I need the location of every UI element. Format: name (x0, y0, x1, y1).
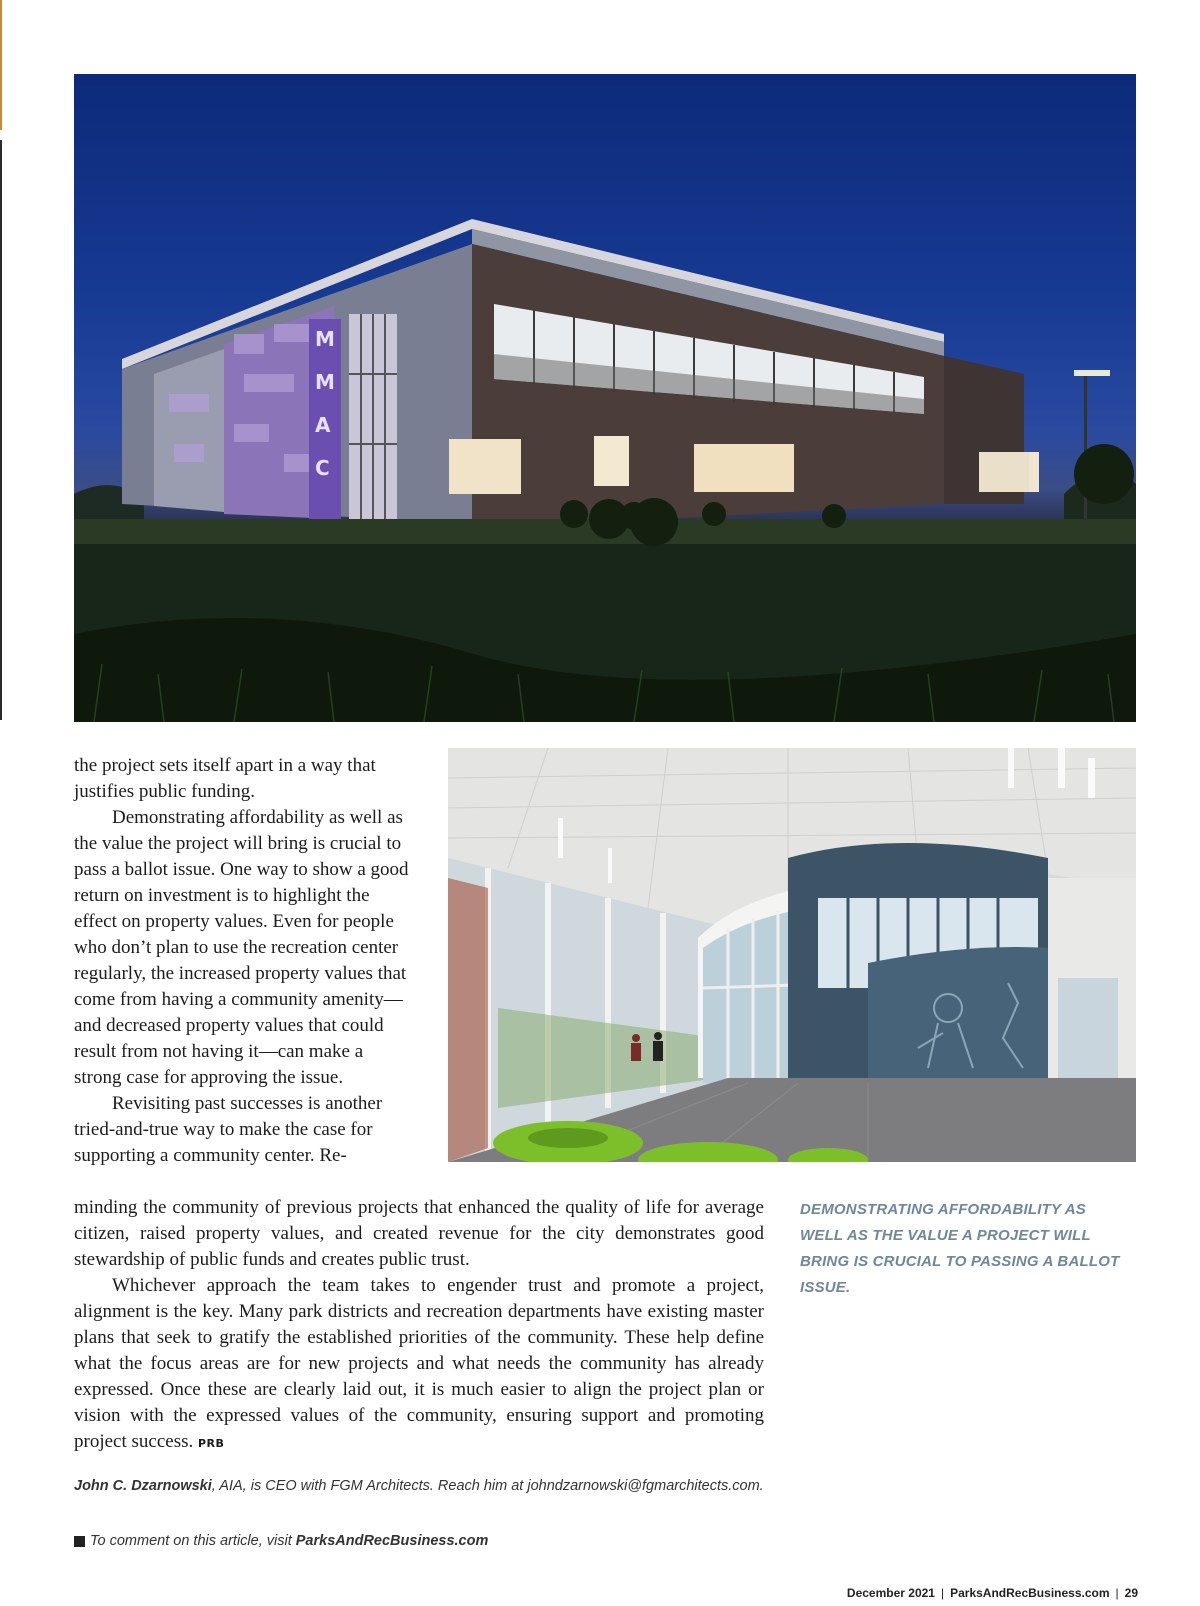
author-details: , AIA, is CEO with FGM Architects. Reach him at johndzarnowski@fgmarchitects.com. (211, 1478, 764, 1494)
comment-prompt (74, 1533, 488, 1549)
article-column-wide (74, 1195, 764, 1457)
article-column-narrow (74, 753, 410, 1169)
page-number: 29 (1124, 1586, 1138, 1600)
comment-prefix: To comment on this article, visit (90, 1533, 292, 1549)
article-paragraph-final (74, 1273, 764, 1457)
page-edge-mark (0, 0, 2, 130)
article-paragraph-text: Whichever approach the team takes to engender trust and promote a project, alignment is the key. Many park districts and recreation departments have existing master plans that seek to gratify the established priorities of the community. These help define what the focus areas are for new projects and what needs the community has already expressed. Once these are clearly laid out, it is much easier to align the project plan or vision with the expressed values of the community, ensuring support and promoting project success. (74, 1275, 764, 1452)
sign-letter: A (315, 413, 331, 437)
interior-photo-lobby (448, 748, 1136, 1162)
comment-site-link[interactable]: ParksAndRecBusiness.com (295, 1533, 489, 1549)
end-mark: PRB (197, 1437, 225, 1450)
page-footer (847, 1586, 1138, 1600)
author-bio (74, 1478, 834, 1494)
article-paragraph: Demonstrating affordability as well as the value the project will bring is crucial to pass a ballot issue. One way to show a good return on investment is to highlight the effect on property values. Even for people who don’t plan to use the recreation center regularly, the increased property values that come from having a community amenity—and decreased property values that could result from not having it—can make a strong case for approving the issue. (74, 807, 409, 1088)
page-edge-rule (0, 140, 2, 720)
sign-letter: M (315, 327, 335, 351)
square-bullet-icon (74, 1536, 85, 1547)
footer-site: ParksAndRecBusiness.com (950, 1586, 1110, 1600)
photo-caption: DEMONSTRATING AFFORDABILITY AS WELL AS THE VALUE A PROJECT WILL BRING IS CRUCIAL TO PASSING A BALLOT ISSUE. (800, 1201, 1120, 1296)
article-paragraph: Revisiting past successes is another tried-and-true way to make the case for supporting a community center. Re- (74, 1093, 383, 1166)
article-paragraph: minding the community of previous projects that enhanced the quality of life for average citizen, raised property values, and created revenue for the city demonstrates good stewardship of public funds and creates public trust. (74, 1197, 764, 1270)
footer-separator: | (940, 1586, 945, 1600)
sign-letter: M (315, 370, 335, 394)
sign-letter: C (315, 456, 330, 480)
footer-issue: December 2021 (846, 1586, 935, 1600)
article-paragraph: the project sets itself apart in a way that justifies public funding. (74, 755, 376, 802)
author-name: John C. Dzarnowski (74, 1478, 212, 1494)
hero-photo-recreation-center-exterior (74, 74, 1136, 722)
footer-separator: | (1115, 1586, 1119, 1600)
